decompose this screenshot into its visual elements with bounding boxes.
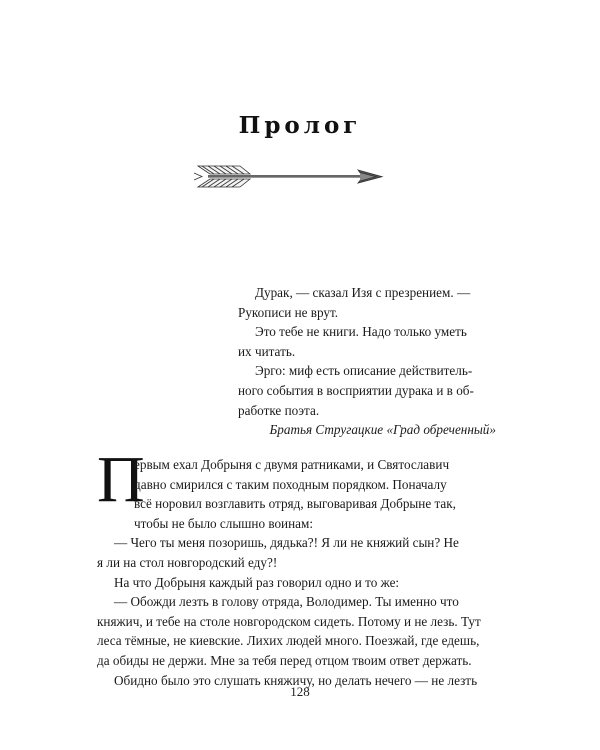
epigraph	[238, 283, 496, 440]
epigraph-line: работке поэта.	[238, 402, 320, 418]
epigraph-line: Это тебе не книги. Надо только уметь	[255, 324, 467, 340]
body-line: На что Добрыня каждый раз говорил одно и то же:	[114, 574, 400, 590]
epigraph-line: их читать.	[238, 343, 296, 359]
body-text	[97, 455, 485, 690]
body-line: чтобы не было слышно воинам:	[134, 515, 314, 531]
epigraph-line: Эрго: миф есть описание действитель-	[255, 363, 473, 379]
body-line: да обиды не держи. Мне за тебя перед отцом твоим ответ держать.	[97, 652, 472, 668]
body-line: леса тёмные, не киевские. Лихих людей много. Поезжай, где едешь,	[97, 633, 480, 649]
epigraph-attribution: Братья Стругацкие «Град обреченный»	[269, 422, 496, 438]
body-line: ервым ехал Добрыня с двумя ратниками, и Святославич	[134, 457, 450, 472]
body-line: — Чего ты меня позоришь, дядька?! Я ли не княжий сын? Не	[114, 535, 459, 551]
body-line: всё норовил возглавить отряд, выговаривая Добрыне так,	[134, 496, 456, 512]
page-number: 128	[290, 684, 310, 699]
chapter-title: Пролог	[238, 112, 362, 139]
body-line: — Обожди лезть в голову отряда, Володимер. Ты именно что	[114, 594, 459, 610]
drop-cap: П	[97, 443, 145, 516]
body-line: давно смирился с таким походным порядком. Поначалу	[134, 476, 447, 492]
epigraph-line: Рукописи не врут.	[238, 304, 339, 320]
arrow-icon	[188, 160, 388, 192]
body-line: я ли на стол новгородский еду?!	[97, 554, 278, 570]
body-line: княжич, и тебе на столе новгородском сидеть. Потому и не лезь. Тут	[97, 613, 481, 629]
body-line: Обидно было это слушать княжичу, но делать нечего — не лезть	[114, 672, 478, 688]
epigraph-line: ного события в восприятии дурака и в об-	[238, 382, 474, 398]
epigraph-line: Дурак, — сказал Изя с презрением. —	[255, 285, 471, 300]
